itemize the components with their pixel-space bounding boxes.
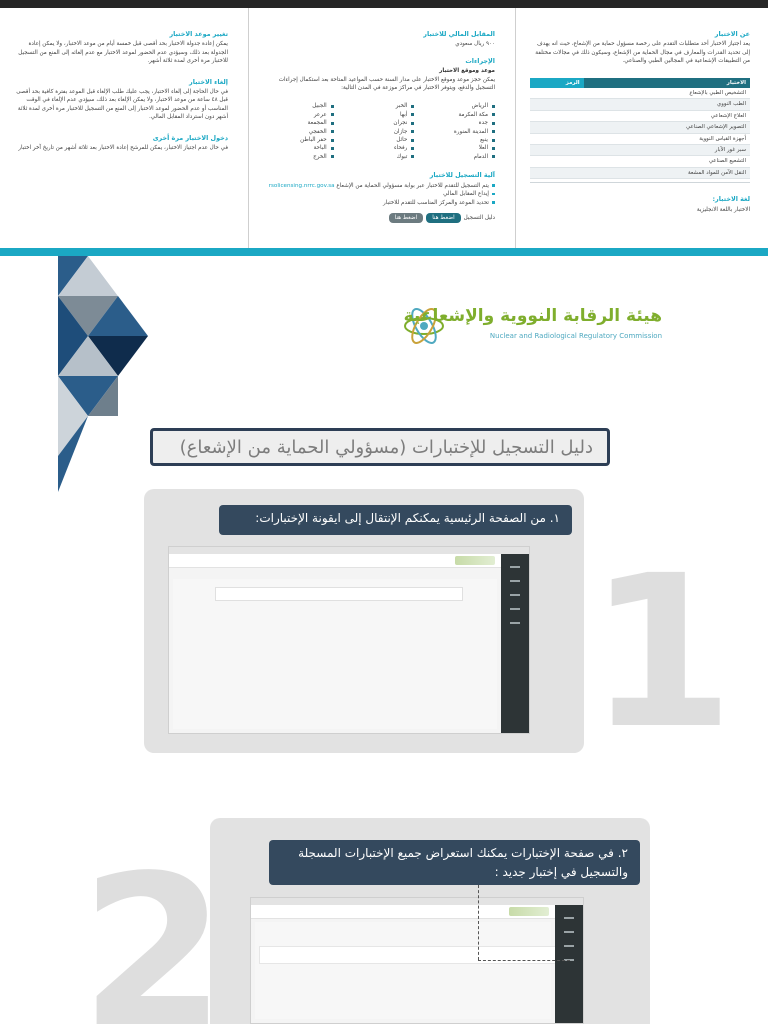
- change-body: يمكن إعادة جدولة الاختبار بحد أقصى قبل خمسة أيام من موعد الاختبار، ولا يمكن إعادة الجدولة بعد ذلك، وسيؤدي عدم الحضور لموعد الاختبار مع عدم إلغائه إلى المنع من التسجيل للاختبار مرة أخرى لمدة ثلاثة أشهر.: [18, 41, 228, 65]
- code-cell: [530, 156, 584, 167]
- list-item: [259, 182, 495, 190]
- language-title: لغة الاختبار:: [712, 195, 750, 204]
- teal-divider: [0, 248, 768, 256]
- date-place-title: موعد وموقع الاختبار: [439, 68, 495, 75]
- guide-title: دليل التسجيل للإختبارات (مسؤولي الحماية من الإشعاع): [150, 428, 610, 466]
- step2-number: 2: [80, 830, 227, 1024]
- code-cell: [530, 110, 584, 121]
- table-row: [530, 133, 750, 144]
- screenshot-logo-icon: [455, 556, 495, 565]
- screenshot-search: [215, 587, 463, 601]
- exam-cell: التشخيص الطبي بالإشعاع: [584, 88, 750, 99]
- code-cell: [530, 145, 584, 156]
- code-cell: [530, 122, 584, 133]
- table-row: [530, 99, 750, 110]
- table-row: [530, 88, 750, 99]
- about-title: عن الاختبار: [714, 30, 750, 38]
- table-row: [530, 145, 750, 156]
- logo-arabic-text: هيئة الرقابة النووية والإشعاعية: [403, 306, 662, 326]
- screenshot-logo-icon: [509, 907, 549, 916]
- date-place-body: يمكن حجز موعد وموقع الاختبار على مدار السنة حسب المواعيد المتاحة بعد استكمال إجراءات التسجيل والدفع، ويتوفر الاختبار في مراكز موزعة في المدن التالية:: [278, 76, 495, 92]
- exam-cell: التصوير الإشعاعي الصناعي: [584, 122, 750, 133]
- exam-cell: التشعيع الصناعي: [584, 156, 750, 167]
- screenshot-header: [169, 554, 501, 568]
- screenshot-content: [255, 922, 551, 1019]
- exam-cell: الطب النووي: [584, 99, 750, 110]
- screenshot-row: [259, 946, 575, 964]
- retake-body: في حال عدم اجتياز الاختبار، يمكن للمرشح إعادة الاختبار بعد ثلاثة أشهر من تاريخ آخر اختبار: [18, 145, 228, 152]
- list-item: الرياض: [420, 102, 495, 110]
- pointer-line: [478, 885, 479, 960]
- step1-screenshot: [168, 546, 530, 734]
- guide-row: [259, 213, 495, 223]
- table-row: [530, 167, 750, 178]
- cancel-title: إلغاء الاختبار: [189, 77, 228, 86]
- top-dark-bar: [0, 0, 768, 8]
- fees-title: المقابل المالي للاختبار: [423, 30, 495, 38]
- step1-label: ١. من الصفحة الرئيسية يمكنكم الإنتقال إلى ايقونة الإختبارات:: [219, 505, 572, 535]
- exams-table-header-code: الرمز: [530, 78, 584, 88]
- guide-label: دليل التسجيل: [463, 214, 495, 221]
- table-row: [530, 156, 750, 167]
- step1-number: 1: [588, 530, 735, 775]
- list-item: العلا: [420, 144, 495, 152]
- brochure-strip: [0, 8, 768, 248]
- list-item: نجران: [340, 119, 415, 127]
- portal-link[interactable]: rsolicensing.nrrc.gov.sa: [268, 182, 335, 189]
- exam-cell: سبر غور الآبار: [584, 145, 750, 156]
- procedures-title: الإجراءات: [465, 56, 495, 65]
- list-item: مكة المكرمة: [420, 111, 495, 119]
- list-item: أبها: [340, 111, 415, 119]
- browser-bar: [251, 898, 583, 905]
- registration-steps: [259, 182, 495, 207]
- list-item: ينبع: [420, 136, 495, 144]
- list-item: الخفجي: [259, 128, 334, 136]
- cities-list: [259, 102, 495, 161]
- retake-title: دخول الاختبار مرة أخرى: [152, 133, 228, 142]
- fees-value: ٩٠٠ ريال سعودي: [455, 41, 495, 48]
- list-item: إيداع المقابل المالي: [259, 190, 495, 198]
- about-column: [516, 8, 768, 248]
- list-item: الدمام: [420, 153, 495, 161]
- code-cell: [530, 167, 584, 178]
- list-item: حائل: [340, 136, 415, 144]
- code-cell: [530, 99, 584, 110]
- language-value: الاختبار باللغة الانجليزية: [696, 206, 750, 213]
- cancel-body: في حال الحاجة إلى إلغاء الاختبار، يجب عليك طلب الإلغاء قبل الموعد بفترة كافية بحد أقصى قبل ٤٨ ساعة من موعد الاختبار، ولا يمكن الإلغاء بعد ذلك، سيؤدي عدم الإلغاء في الوقت المناسب أو عدم الحضور لموعد الاختبار إلى المنع من التسجيل للاختبار مرة أخرى لمدة ثلاثة أشهر دون استرداد المقابل المالي.: [16, 89, 228, 121]
- list-item: المدينة المنورة: [420, 128, 495, 136]
- logo-english-text: Nuclear and Radiological Regulatory Commission: [489, 332, 662, 340]
- list-item: الخرج: [259, 153, 334, 161]
- screenshot-content: [173, 579, 497, 729]
- code-cell: [530, 88, 584, 99]
- exams-table-header-exam: الاختبار: [584, 78, 750, 88]
- registration-title: آلية التسجيل للاختبار: [429, 171, 495, 180]
- guide-button-secondary[interactable]: اضغط هنا: [389, 213, 423, 223]
- pointer-line: [478, 960, 570, 961]
- screenshot-sidebar: [555, 905, 583, 1023]
- fees-column: [248, 8, 516, 248]
- list-item: تبوك: [340, 153, 415, 161]
- list-item: حفر الباطن: [259, 136, 334, 144]
- step2-label: ٢. في صفحة الإختبارات يمكنك استعراض جميع الإختبارات المسجلة والتسجيل في إختبار جديد :: [269, 840, 640, 885]
- list-item: المجمعة: [259, 119, 334, 127]
- list-item: رفحاء: [340, 144, 415, 152]
- list-item: جدة: [420, 119, 495, 127]
- exam-cell: أجهزة القياس النووية: [584, 133, 750, 144]
- table-row: [530, 110, 750, 121]
- guide-button[interactable]: اضغط هنا: [426, 213, 460, 223]
- exam-cell: النقل الآمن للمواد المشعة: [584, 167, 750, 178]
- screenshot-sidebar: [501, 554, 529, 733]
- browser-bar: [169, 547, 529, 554]
- list-item: تحديد الموعد والمركز المناسب للتقدم للاختبار: [259, 199, 495, 207]
- registration-step-text: يتم التسجيل للتقدم للاختبار عبر بوابة مسؤولي الحماية من الإشعاع: [336, 182, 489, 189]
- code-cell: [530, 133, 584, 144]
- list-item: الجبيل: [259, 102, 334, 110]
- list-item: الخبر: [340, 102, 415, 110]
- table-row: [530, 122, 750, 133]
- divider: [530, 182, 750, 183]
- change-title: تغيير موعد الاختبار: [169, 30, 228, 38]
- list-item: جازان: [340, 128, 415, 136]
- list-item: عرعر: [259, 111, 334, 119]
- triangle-pattern-icon: [58, 256, 154, 492]
- exams-table: [530, 78, 750, 180]
- exam-cell: العلاج الإشعاعي: [584, 110, 750, 121]
- change-column: [0, 8, 248, 248]
- about-body: يعد اجتياز الاختبار أحد متطلبات التقدم على رخصة مسؤول حماية من الإشعاع، حيث انه يهدف إلى تحديد القدرات والمعارف في مجال الحماية من الإشعاع، وسيكون ذلك في مجالات مختلفة من التطبيقات الإشعاعية في المجالين الطبي والصناعي.: [535, 41, 750, 65]
- list-item: الباحة: [259, 144, 334, 152]
